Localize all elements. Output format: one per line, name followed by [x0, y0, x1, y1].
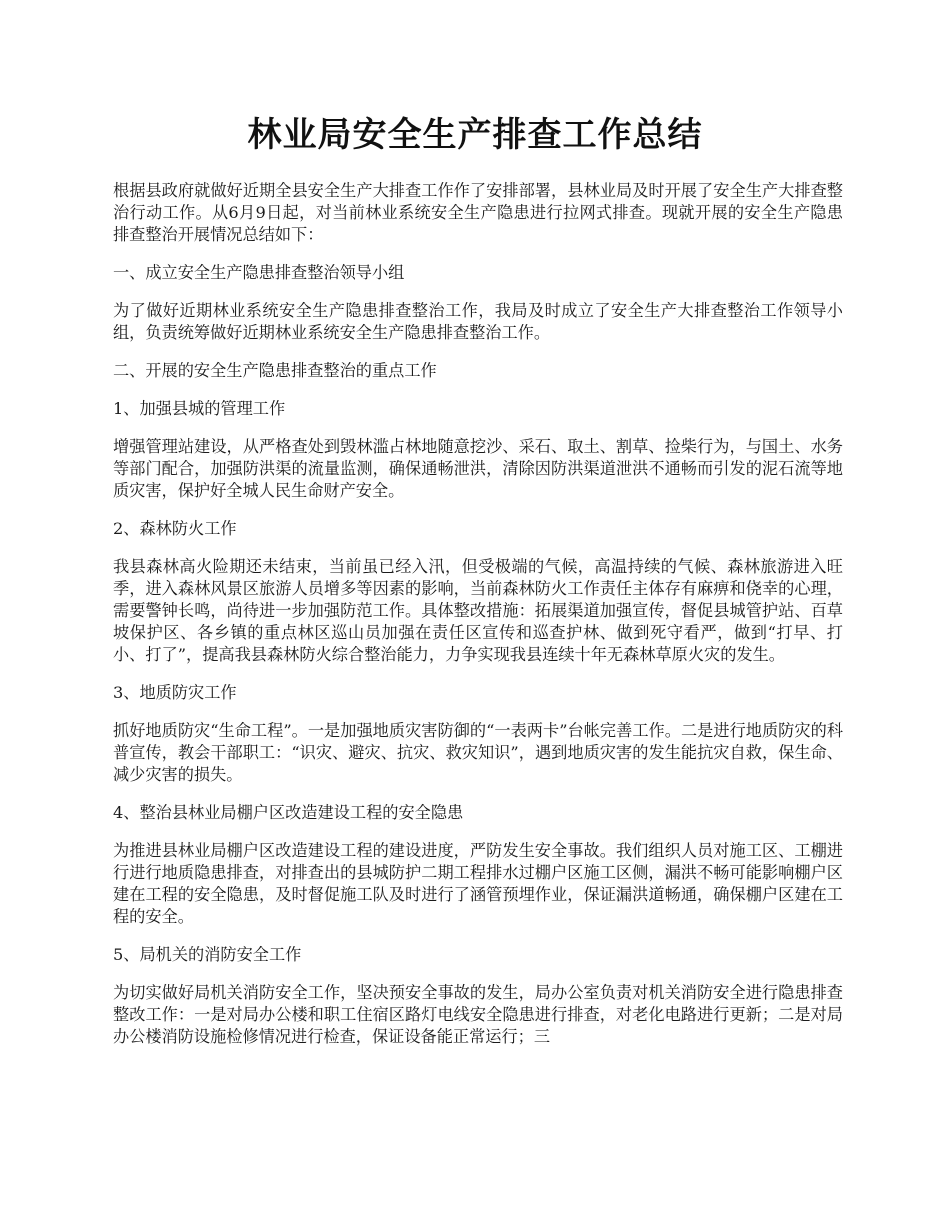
body-paragraph: 为了做好近期林业系统安全生产隐患排查整治工作，我局及时成立了安全生产大排查整治工作领导小组，负责统筹做好近期林业系统安全生产隐患排查整治工作。	[113, 301, 843, 342]
section-heading: 1、加强县城的管理工作	[113, 399, 286, 418]
section-heading: 3、地质防灾工作	[113, 683, 237, 702]
section-heading: 二、开展的安全生产隐患排查整治的重点工作	[113, 361, 437, 380]
section-heading: 4、整治县林业局棚户区改造建设工程的安全隐患	[113, 803, 464, 822]
section-heading: 2、森林防火工作	[113, 519, 237, 538]
document-body	[113, 180, 843, 1064]
body-paragraph: 为推进县林业局棚户区改造建设工程的建设进度，严防发生安全事故。我们组织人员对施工区、工棚进行进行地质隐患排查，对排查出的县城防护二期工程排水过棚户区施工区侧，漏洪不畅可能影响棚户区建在工程的安全隐患，及时督促施工队及时进行了涵管预埋作业，保证漏洪道畅通，确保棚户区建在工程的安全。	[113, 841, 843, 926]
section-heading: 5、局机关的消防安全工作	[113, 945, 302, 964]
section-heading: 一、成立安全生产隐患排查整治领导小组	[113, 263, 405, 282]
body-paragraph: 增强管理站建设，从严格查处到毁林滥占林地随意挖沙、采石、取土、割草、捡柴行为，与国土、水务等部门配合，加强防洪渠的流量监测，确保通畅泄洪，清除因防洪渠道泄洪不通畅而引发的泥石流等地质灾害，保护好全城人民生命财产安全。	[113, 437, 843, 500]
body-paragraph: 我县森林高火险期还未结束，当前虽已经入汛，但受极端的气候，高温持续的气候、森林旅游进入旺季，进入森林风景区旅游人员增多等因素的影响，当前森林防火工作责任主体存有麻痹和侥幸的心理，需要警钟长鸣，尚待进一步加强防范工作。具体整改措施：拓展渠道加强宣传，督促县城管护站、百草坡保护区、各乡镇的重点林区巡山员加强在责任区宣传和巡查护林、做到死守看严，做到“打早、打小、打了”，提高我县森林防火综合整治能力，力争实现我县连续十年无森林草原火灾的发生。	[113, 557, 843, 664]
document-title: 林业局安全生产排查工作总结	[247, 115, 703, 155]
body-paragraph: 根据县政府就做好近期全县安全生产大排查工作作了安排部署，县林业局及时开展了安全生产大排查整治行动工作。从6月9日起，对当前林业系统安全生产隐患进行拉网式排查。现就开展的安全生产隐患排查整治开展情况总结如下：	[113, 181, 843, 244]
body-paragraph: 为切实做好局机关消防安全工作，坚决预安全事故的发生，局办公室负责对机关消防安全进行隐患排查整改工作：一是对局办公楼和职工住宿区路灯电线安全隐患进行排查，对老化电路进行更新；二是对局办公楼消防设施检修情况进行检查，保证设备能正常运行；三	[113, 983, 843, 1046]
body-paragraph: 抓好地质防灾“生命工程”。一是加强地质灾害防御的“一表两卡”台帐完善工作。二是进行地质防灾的科普宣传，教会干部职工：“识灾、避灾、抗灾、救灾知识”，遇到地质灾害的发生能抗灾自救，保生命、减少灾害的损失。	[113, 721, 843, 784]
